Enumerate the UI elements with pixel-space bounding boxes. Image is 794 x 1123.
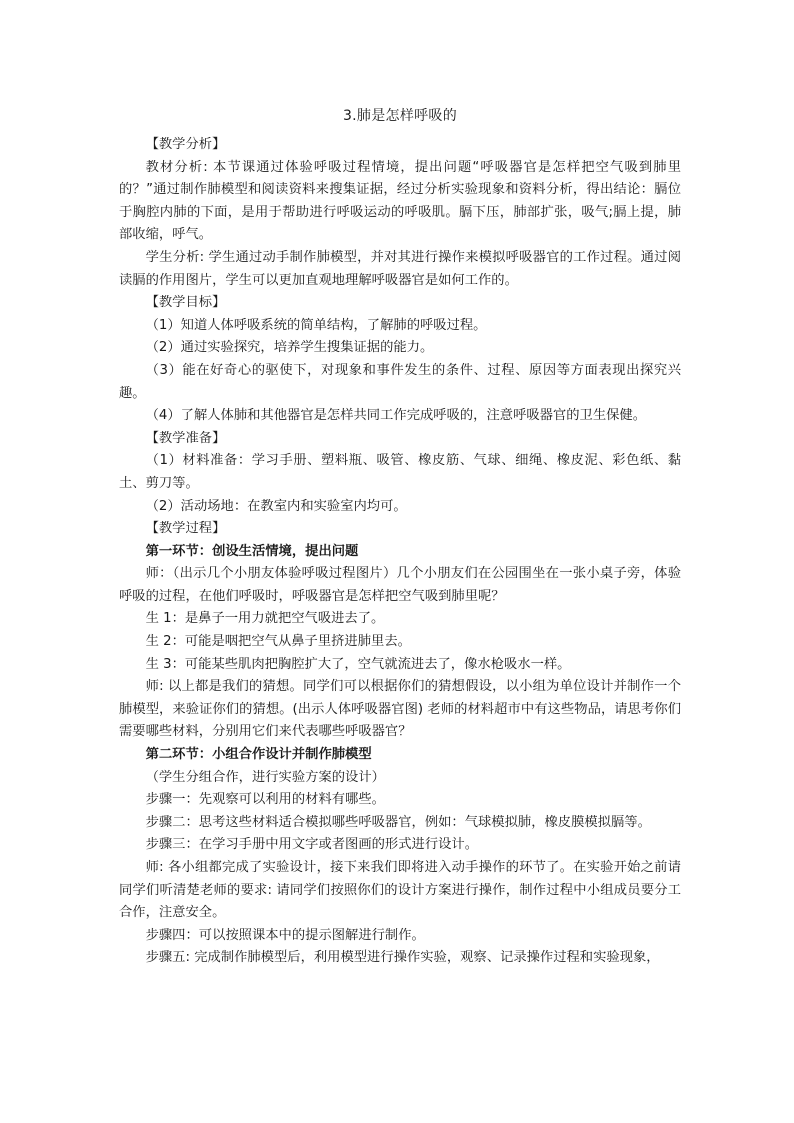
dialogue-line: 生 3：可能某些肌肉把胸腔扩大了，空气就流进去了，像水枪吸水一样。 [145, 656, 571, 672]
step-item: 步骤一：先观察可以利用的材料有哪些。 [145, 792, 385, 808]
document-body [119, 104, 681, 970]
section-heading-process: 【教学过程】 [145, 521, 226, 537]
section-heading-preparation: 【教学准备】 [145, 430, 226, 446]
section-heading-analysis: 【教学分析】 [145, 137, 226, 152]
objective-item: （1）知道人体呼吸系统的简单结构，了解肺的呼吸过程。 [145, 317, 487, 333]
paragraph-textbook-analysis: 教材分析: 本节课通过体验呼吸过程情境，提出问题“呼吸器官是怎样把空气吸到肺里的？”通过制作肺模型和阅读资料来搜集证据，经过分析实验现象和资料分析，得出结论：膈位于胸腔内肺的下面，是用于帮助进行呼吸运动的呼吸肌。膈下压，肺部扩张，吸气;膈上提，肺部收缩，呼气。 [119, 159, 681, 243]
objective-item: （4）了解人体肺和其他器官是怎样共同工作完成呼吸的，注意呼吸器官的卫生保健。 [145, 408, 647, 424]
preparation-item: （2）活动场地：在教室内和实验室内均可。 [145, 498, 407, 514]
dialogue-line: 生 2：可能是咽把空气从鼻子里挤进肺里去。 [145, 634, 411, 650]
dialogue-line: 师：（出示几个小朋友体验呼吸过程图片）几个小朋友们在公园围坐在一张小桌子旁，体验呼吸的过程，在他们呼吸时，呼吸器官是怎样把空气吸到肺里呢？ [119, 566, 681, 604]
step-item: 步骤三：在学习手册中用文字或者图画的形式进行设计。 [145, 837, 479, 853]
page-title: 3.肺是怎样呼吸的 [342, 108, 458, 124]
step-item: 步骤四：可以按照课本中的提示图解进行制作。 [145, 927, 425, 943]
section-heading-objectives: 【教学目标】 [145, 295, 226, 311]
paragraph-student-analysis: 学生分析: 学生通过动手制作肺模型，并对其进行操作来模拟呼吸器官的工作过程。通过阅读膈的作用图片，学生可以更加直观地理解呼吸器官是如何工作的。 [119, 249, 681, 288]
process-line: （学生分组合作，进行实验方案的设计） [145, 769, 385, 785]
objective-item: （2）通过实验探究，培养学生搜集证据的能力。 [145, 340, 434, 356]
step-item: 步骤五: 完成制作肺模型后，利用模型进行操作实验，观察、记录操作过程和实验现象， [145, 950, 660, 966]
subsection-heading-stage-one: 第一环节：创设生活情境，提出问题 [145, 543, 359, 559]
step-item: 步骤二：思考这些材料适合模拟哪些呼吸器官，例如：气球模拟肺，橡皮膜模拟膈等。 [145, 814, 651, 830]
dialogue-line: 师: 各小组都完成了实验设计，接下来我们即将进入动手操作的环节了。在实验开始之前请同学们听清楚老师的要求: 请同学们按照你们的设计方案进行操作，制作过程中小组成员要分工合作，注意安全。 [119, 860, 681, 921]
dialogue-line: 师: 以上都是我们的猜想。同学们可以根据你们的猜想假设，以小组为单位设计并制作一个肺模型，来验证你们的猜想。(出示人体呼吸器官图) 老师的材料超市中有这些物品，请思考你们需要哪些材料，分别用它们来代表哪些呼吸器官？ [119, 679, 681, 740]
dialogue-line: 生 1：是鼻子一用力就把空气吸进去了。 [145, 611, 385, 627]
objective-item: （3）能在好奇心的驱使下，对现象和事件发生的条件、过程、原因等方面表现出探究兴趣。 [119, 362, 681, 401]
preparation-item: （1）材料准备：学习手册、塑料瓶、吸管、橡皮筋、气球、细绳、橡皮泥、彩色纸、黏土、剪刀等。 [119, 453, 681, 491]
subsection-heading-stage-two: 第二环节：小组合作设计并制作肺模型 [145, 747, 372, 763]
